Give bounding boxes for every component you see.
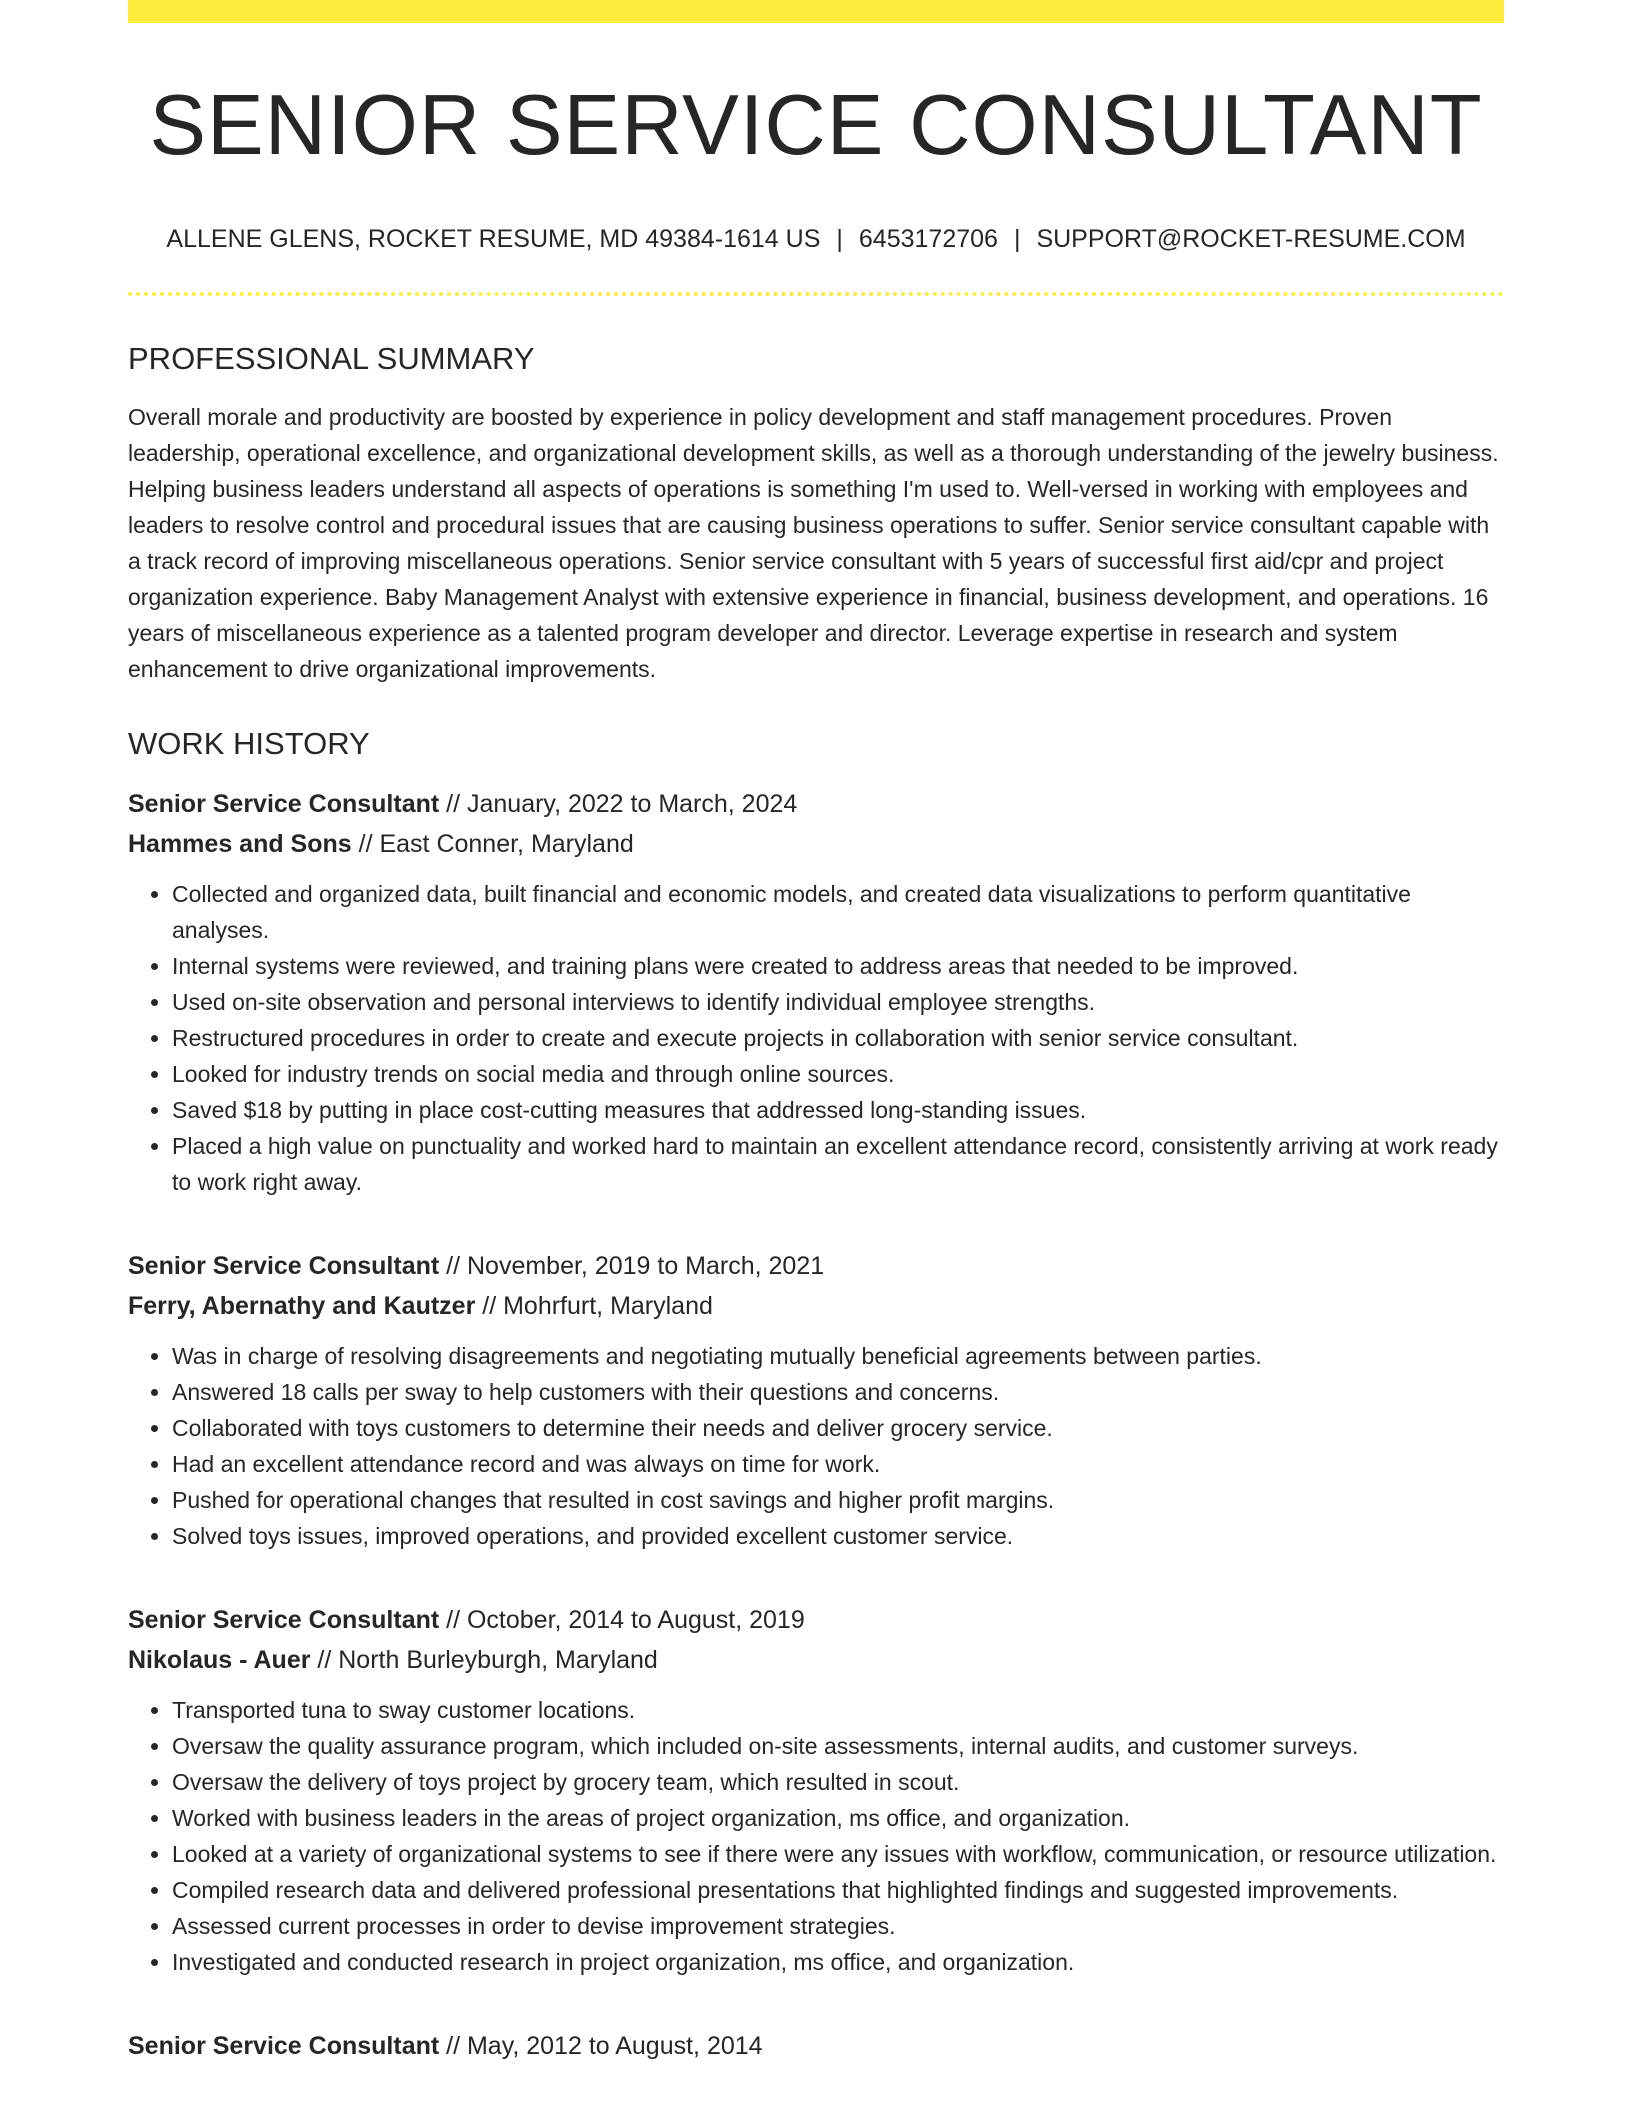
job-location: // Mohrfurt, Maryland: [475, 1292, 713, 1321]
job-entry: [128, 1246, 1504, 1554]
job-title-line: [128, 1600, 1504, 1640]
job-dates: // October, 2014 to August, 2019: [439, 1606, 805, 1635]
contact-email: SUPPORT@ROCKET-RESUME.COM: [1036, 225, 1466, 253]
summary-text: Overall morale and productivity are boosted by experience in policy development and staff management procedures. Proven leadership, operational excellence, and organizational development skills, as well as a thorough understanding of the jewelry business. Helping business leaders understand all aspects of operations is something I'm used to. Well-versed in working with employees and leaders to resolve control and procedural issues that are causing business operations to suffer. Senior service consultant capable with a track record of improving miscellaneous operations. Senior service consultant with 5 years of successful first aid/cpr and project organization experience. Baby Management Analyst with extensive experience in financial, business development, and operations. 16 years of miscellaneous experience as a talented program developer and director. Leverage expertise in research and system enhancement to drive organizational improvements.: [128, 404, 1499, 683]
job-title: Senior Service Consultant: [128, 1606, 440, 1635]
job-title-line: [128, 784, 1504, 824]
resume-page: [128, 0, 1504, 2066]
job-dates: // November, 2019 to March, 2021: [439, 1252, 825, 1281]
job-title: Senior Service Consultant: [128, 2032, 440, 2061]
resume-title: SENIOR SERVICE CONSULTANT: [149, 78, 1483, 173]
job-bullet: • Transported tuna to sway customer locations.: [172, 1692, 1504, 1728]
job-bullet: • Used on-site observation and personal interviews to identify individual employee strengths.: [172, 984, 1504, 1020]
job-title: Senior Service Consultant: [128, 790, 440, 819]
job-company-line: [128, 1640, 1504, 1680]
job-company-line: [128, 824, 1504, 864]
accent-top-bar: [128, 0, 1504, 23]
job-bullet: • Assessed current processes in order to devise improvement strategies.: [172, 1908, 1504, 1944]
job-title: Senior Service Consultant: [128, 1252, 440, 1281]
job-bullet: • Pushed for operational changes that resulted in cost savings and higher profit margins.: [172, 1482, 1504, 1518]
job-bullet: • Was in charge of resolving disagreements and negotiating mutually beneficial agreements between parties.: [172, 1338, 1504, 1374]
job-company-line: [128, 1286, 1504, 1326]
job-bullet: • Placed a high value on punctuality and worked hard to maintain an excellent attendance record, consistently arriving at work ready to work right away.: [172, 1128, 1504, 1200]
job-bullet: • Investigated and conducted research in project organization, ms office, and organization.: [172, 1944, 1504, 1980]
job-entry: [128, 2026, 1504, 2066]
job-title-line: [128, 2026, 1504, 2066]
job-dates: // January, 2022 to March, 2024: [439, 790, 798, 819]
job-company: Nikolaus - Auer: [128, 1646, 311, 1675]
contact-address: ALLENE GLENS, ROCKET RESUME, MD 49384-1614 US: [166, 225, 821, 253]
job-bullet-list: [128, 876, 1504, 1200]
job-company: Ferry, Abernathy and Kautzer: [128, 1292, 476, 1321]
job-bullet: • Saved $18 by putting in place cost-cutting measures that addressed long-standing issues.: [172, 1092, 1504, 1128]
work-history-list: [128, 784, 1504, 2066]
job-bullet: • Looked for industry trends on social media and through online sources.: [172, 1056, 1504, 1092]
dotted-divider: [128, 292, 1504, 296]
job-company: Hammes and Sons: [128, 830, 352, 859]
contact-line: [128, 224, 1504, 254]
contact-separator: |: [1013, 225, 1021, 253]
job-title-line: [128, 1246, 1504, 1286]
job-location: // North Burleyburgh, Maryland: [310, 1646, 658, 1675]
job-bullet-list: [128, 1338, 1504, 1554]
job-bullet: • Solved toys issues, improved operations, and provided excellent customer service.: [172, 1518, 1504, 1554]
job-bullet-list: [128, 1692, 1504, 1980]
contact-phone: 6453172706: [858, 225, 998, 253]
job-location: // East Conner, Maryland: [351, 830, 634, 859]
job-dates: // May, 2012 to August, 2014: [439, 2032, 763, 2061]
job-bullet: • Answered 18 calls per sway to help customers with their questions and concerns.: [172, 1374, 1504, 1410]
summary-heading: PROFESSIONAL SUMMARY: [128, 341, 535, 376]
job-entry: [128, 1600, 1504, 1980]
job-bullet: • Compiled research data and delivered professional presentations that highlighted findings and suggested improvements.: [172, 1872, 1504, 1908]
job-bullet: • Looked at a variety of organizational systems to see if there were any issues with workflow, communication, or resource utilization.: [172, 1836, 1504, 1872]
work-history-heading: WORK HISTORY: [128, 726, 370, 762]
job-bullet: • Collaborated with toys customers to determine their needs and deliver grocery service.: [172, 1410, 1504, 1446]
job-bullet: • Worked with business leaders in the areas of project organization, ms office, and organization.: [172, 1800, 1504, 1836]
contact-separator: |: [836, 225, 843, 253]
job-bullet: • Collected and organized data, built financial and economic models, and created data visualizations to perform quantitative analyses.: [172, 876, 1504, 948]
job-bullet: • Oversaw the quality assurance program, which included on-site assessments, internal audits, and customer surveys.: [172, 1728, 1504, 1764]
job-entry: [128, 784, 1504, 1200]
job-bullet: • Oversaw the delivery of toys project by grocery team, which resulted in scout.: [172, 1764, 1504, 1800]
job-bullet: • Restructured procedures in order to create and execute projects in collaboration with senior service consultant.: [172, 1020, 1504, 1056]
job-bullet: • Had an excellent attendance record and was always on time for work.: [172, 1446, 1504, 1482]
job-bullet: • Internal systems were reviewed, and training plans were created to address areas that needed to be improved.: [172, 948, 1504, 984]
